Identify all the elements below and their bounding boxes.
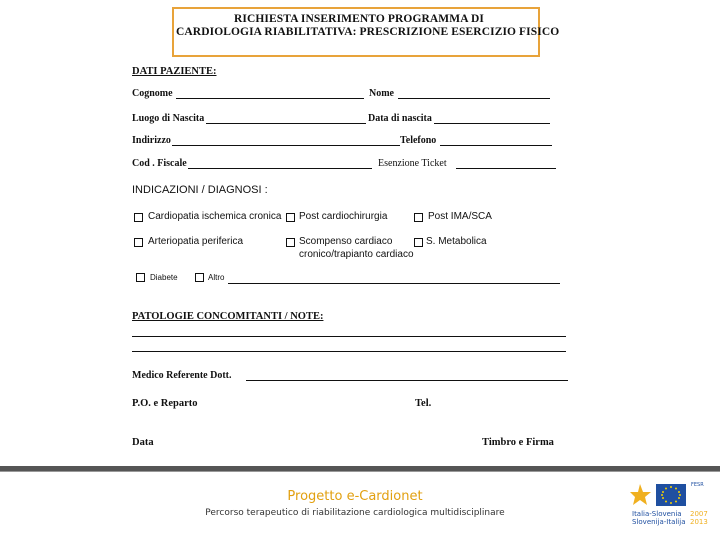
luogo-nascita-field[interactable] <box>206 123 366 124</box>
option-diabete-label: Diabete <box>150 273 178 282</box>
esenzione-label: Esenzione Ticket <box>378 158 447 169</box>
nome-label: Nome <box>369 88 394 99</box>
checkbox-s-metabolica[interactable] <box>414 238 423 247</box>
esenzione-field[interactable] <box>456 168 556 169</box>
luogo-nascita-label: Luogo di Nascita <box>132 113 205 124</box>
checkbox-altro[interactable] <box>195 273 204 282</box>
codice-fiscale-field[interactable] <box>188 168 372 169</box>
patient-section-label: DATI PAZIENTE: <box>132 66 217 77</box>
checkbox-post-cardiochirurgia[interactable] <box>286 213 295 222</box>
checkbox-arteriopatia[interactable] <box>134 238 143 247</box>
eu-flag-icon <box>630 478 712 528</box>
altro-field[interactable] <box>228 283 560 284</box>
checkbox-diabete[interactable] <box>136 273 145 282</box>
indications-section-label: INDICAZIONI / DIAGNOSI : <box>132 184 268 196</box>
checkbox-post-ima[interactable] <box>414 213 423 222</box>
po-reparto-label: P.O. e Reparto <box>132 398 198 409</box>
footer-divider-thin <box>0 471 720 472</box>
notes-line-2[interactable] <box>132 351 566 352</box>
data-nascita-label: Data di nascita <box>368 113 432 124</box>
project-title: Progetto e-Cardionet <box>287 489 423 504</box>
checkbox-scompenso[interactable] <box>286 238 295 247</box>
program-years1: 2007 <box>690 510 708 518</box>
option-arteriopatia-label: Arteriopatia periferica <box>148 236 244 247</box>
notes-line-1[interactable] <box>132 336 566 337</box>
indirizzo-label: Indirizzo <box>132 135 171 146</box>
option-altro-label: Altro <box>208 273 225 282</box>
medico-field[interactable] <box>246 380 568 381</box>
form-title-line2: CARDIOLOGIA RIABILITATIVA: PRESCRIZIONE ESERCIZIO FISICO <box>176 26 560 38</box>
form-title-box <box>172 7 560 57</box>
option-post-cardiochirurgia-label: Post cardiochirurgia <box>299 211 388 222</box>
option-s-metabolica-label: S. Metabolica <box>426 236 487 247</box>
fund-label: FESR <box>691 482 704 488</box>
data-label: Data <box>132 437 154 448</box>
form-title-line1: RICHIESTA INSERIMENTO PROGRAMMA DI <box>234 13 484 25</box>
tel-label: Tel. <box>415 398 432 409</box>
timbro-firma-label: Timbro e Firma <box>482 437 554 448</box>
option-scompenso-label: Scompenso cardiaco <box>299 236 393 247</box>
program-line2: Slovenija-Italija <box>632 518 686 526</box>
nome-field[interactable] <box>398 98 550 99</box>
data-nascita-field[interactable] <box>434 123 550 124</box>
option-post-ima-label: Post IMA/SCA <box>428 211 492 222</box>
telefono-field[interactable] <box>440 145 552 146</box>
cognome-label: Cognome <box>132 88 173 99</box>
telefono-label: Telefono <box>400 135 437 146</box>
option-scompenso-label-line2: cronico/trapianto cardiaco <box>299 249 414 260</box>
option-cardiopatia-label: Cardiopatia ischemica cronica <box>148 211 282 222</box>
codice-fiscale-label: Cod . Fiscale <box>132 158 187 169</box>
notes-section-label: PATOLOGIE CONCOMITANTI / NOTE: <box>132 311 324 322</box>
program-years2: 2013 <box>690 518 708 526</box>
indirizzo-field[interactable] <box>172 145 400 146</box>
program-logo <box>630 478 712 528</box>
medico-label: Medico Referente Dott. <box>132 370 232 381</box>
project-subtitle: Percorso terapeutico di riabilitazione cardiologica multidisciplinare <box>205 508 505 518</box>
checkbox-cardiopatia[interactable] <box>134 213 143 222</box>
program-line1: Italia-Slovenia <box>632 510 682 518</box>
cognome-field[interactable] <box>176 98 364 99</box>
